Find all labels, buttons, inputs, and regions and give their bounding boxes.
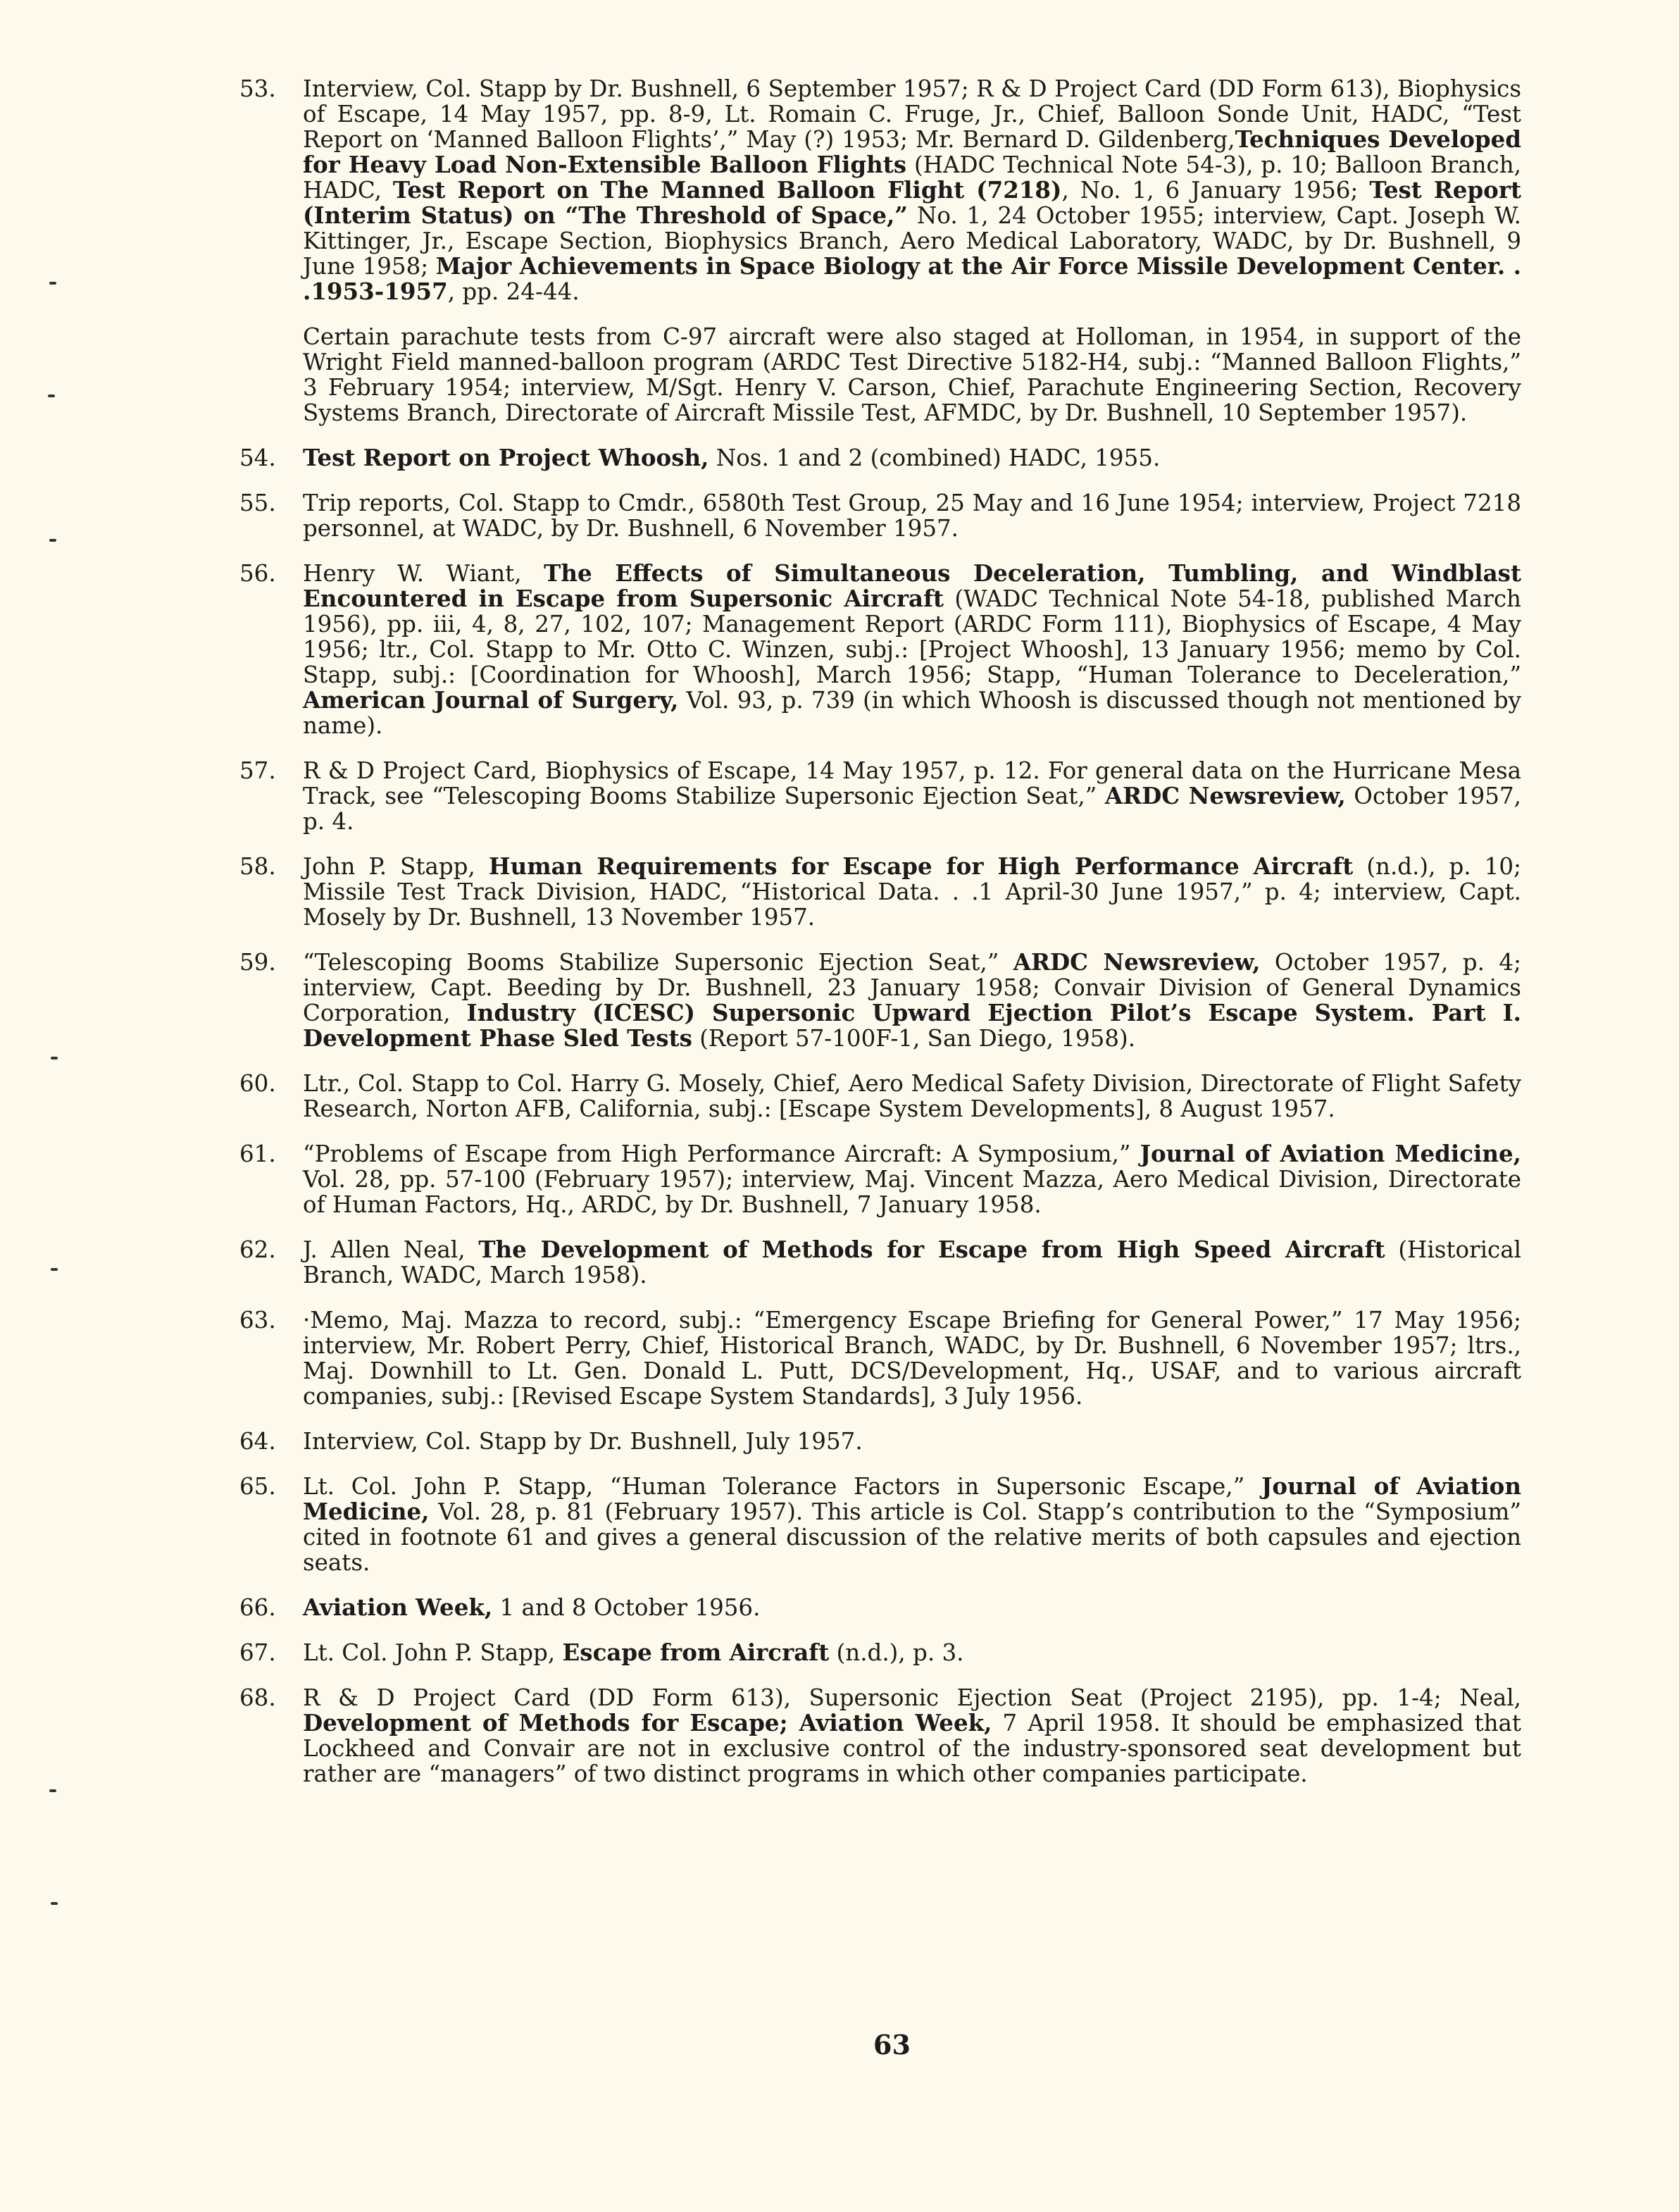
footnote-text: Henry W. Wiant, bbox=[303, 560, 544, 587]
footnote-paragraph bbox=[303, 1474, 1521, 1575]
footnotes-list bbox=[239, 76, 1521, 1806]
footnote-text: (Historical Branch, WADC, March 1958). bbox=[303, 1236, 1521, 1288]
footnote-60 bbox=[239, 1071, 1521, 1121]
footnote-text: Vol. 28, pp. 57-100 (February 1957); interview, Maj. Vincent Mazza, Aero Medical Division, Directorate of Human Factors, Hq., ARDC, by Dr. Bushnell, 7 January 1958. bbox=[303, 1166, 1521, 1218]
scan-mark bbox=[48, 394, 55, 397]
scan-mark bbox=[49, 1789, 56, 1792]
footnote-text: Vol. 28, p. 81 (February 1957). This article is Col. Stapp’s contribution to the “Symposium” cited in footnote 61 and gives a general discussion of the relative merits of both capsules and ejection seats. bbox=[303, 1498, 1521, 1576]
footnote-paragraph bbox=[303, 76, 1521, 304]
footnote-text: Trip reports, Col. Stapp to Cmdr., 6580th Test Group, 25 May and 16 June 1954; interview, Project 7218 personnel, at WADC, by Dr. Bushnell, 6 November 1957. bbox=[303, 490, 1521, 542]
footnote-number: 60. bbox=[239, 1070, 276, 1097]
footnote-number: 56. bbox=[239, 560, 276, 587]
footnote-text: Certain parachute tests from C-97 aircraft were also staged at Holloman, in 1954, in support of the Wright Field manned-balloon program (ARDC Test Directive 5182-H4, subj.: “Manned Balloon Flights,” 3 February 1954; interview, M/Sgt. Henry V. Carson, Chief, Parachute Engineering Section, Recovery Systems Branch, Directorate of Aircraft Missile Test, AFMDC, by Dr. Bushnell, 10 September 1957). bbox=[303, 323, 1521, 426]
footnote-62 bbox=[239, 1237, 1521, 1288]
footnote-paragraph bbox=[303, 758, 1521, 834]
footnote-63 bbox=[239, 1307, 1521, 1409]
citation-title: Techniques Developed for Heavy Load Non-Extensible Balloon Flights bbox=[303, 125, 1522, 178]
footnote-paragraph bbox=[303, 324, 1521, 425]
footnote-paragraph bbox=[303, 854, 1521, 930]
footnote-paragraph bbox=[303, 445, 1521, 471]
footnote-text: ·Memo, Maj. Mazza to record, subj.: “Emergency Escape Briefing for General Power,” 17 May 1956; interview, Mr. Robert Perry, Chief, Historical Branch, WADC, by Dr. Bushnell, 6 November 1957; ltrs., Maj. Downhill to Lt. Gen. Donald L. Putt, DCS/Development, Hq., USAF, and to various aircraft companies, subj.: [Revised Escape System Standards], 3 July 1956. bbox=[303, 1307, 1521, 1410]
scan-mark bbox=[51, 1268, 58, 1271]
footnote-57 bbox=[239, 758, 1521, 834]
footnote-text: No. 1, 24 October 1955; interview, Capt. Joseph W. Kittinger, Jr., Escape Section, Biophysics Branch, Aero Medical Laboratory, WADC, by Dr. Bushnell, 9 June 1958; bbox=[303, 202, 1522, 280]
citation-title: Test Report on Project Whoosh, bbox=[303, 444, 709, 471]
citation-title: Major Achievements in Space Biology at the Air Force Missile Development Center. . .1953-1957 bbox=[303, 252, 1521, 305]
footnote-number: 68. bbox=[239, 1684, 276, 1711]
citation-title: Development of Methods for Escape; Aviation Week, bbox=[303, 1709, 992, 1736]
citation-title: American Journal of Surgery, bbox=[303, 686, 679, 714]
page-number: 63 bbox=[873, 2029, 911, 2061]
footnote-number: 53. bbox=[239, 75, 276, 102]
footnote-text: “Problems of Escape from High Performance Aircraft: A Symposium,” bbox=[303, 1141, 1140, 1167]
footnote-number: 54. bbox=[239, 445, 276, 471]
citation-title: The Development of Methods for Escape from High Speed Aircraft bbox=[478, 1236, 1385, 1263]
footnote-number: 63. bbox=[239, 1307, 276, 1334]
footnote-paragraph bbox=[303, 1429, 1521, 1454]
footnote-66 bbox=[239, 1595, 1521, 1620]
footnote-56 bbox=[239, 561, 1521, 738]
footnote-number: 61. bbox=[239, 1141, 276, 1167]
footnote-text: (Report 57-100F-1, San Diego, 1958). bbox=[692, 1025, 1136, 1052]
footnote-paragraph bbox=[303, 1685, 1521, 1787]
footnote-paragraph bbox=[303, 1141, 1521, 1217]
citation-title: Human Requirements for Escape for High Performance Aircraft bbox=[488, 852, 1354, 880]
footnote-55 bbox=[239, 490, 1521, 541]
footnote-text: J. Allen Neal, bbox=[303, 1236, 479, 1263]
footnote-58 bbox=[239, 854, 1521, 930]
footnote-text: “Telescoping Booms Stabilize Supersonic Ejection Seat,” bbox=[303, 949, 1013, 976]
footnote-paragraph bbox=[303, 1595, 1521, 1620]
footnote-text: Nos. 1 and 2 (combined) HADC, 1955. bbox=[709, 445, 1161, 471]
footnote-text: (HADC Technical Note 54-3), p. 10; Balloon Branch, HADC, bbox=[303, 151, 1521, 204]
footnote-59 bbox=[239, 950, 1521, 1051]
scan-mark bbox=[49, 282, 56, 285]
footnote-text: (WADC Technical Note 54-18, published March 1956), pp. iii, 4, 8, 27, 102, 107; Management Report (ARDC Form 111), Biophysics of Escape, 4 May 1956; ltr., Col. Stapp to Mr. Otto C. Winzen, subj.: [Project Whoosh], 13 January 1956; memo by Col. Stapp, subj.: [Coordination for Whoosh], March 1956; Stapp, “Human Tolerance to Deceleration,” bbox=[303, 585, 1521, 688]
footnote-text: , pp. 24-44. bbox=[447, 278, 580, 305]
footnote-number: 65. bbox=[239, 1473, 276, 1500]
footnote-61 bbox=[239, 1141, 1521, 1217]
scan-mark bbox=[51, 1057, 58, 1060]
footnote-paragraph bbox=[303, 1237, 1521, 1288]
footnote-54 bbox=[239, 445, 1521, 471]
citation-title: Journal of Aviation Medicine, bbox=[303, 1472, 1521, 1525]
footnote-text: October 1957, p. 4; interview, Capt. Beeding by Dr. Bushnell, 23 January 1958; Convair Division of General Dynamics Corporation, bbox=[303, 949, 1521, 1026]
footnote-text: 1 and 8 October 1956. bbox=[492, 1594, 761, 1621]
footnote-number: 59. bbox=[239, 949, 276, 976]
footnote-number: 64. bbox=[239, 1428, 276, 1455]
citation-title: Aviation Week, bbox=[303, 1593, 493, 1621]
footnote-number: 58. bbox=[239, 853, 276, 880]
footnote-text: Interview, Col. Stapp by Dr. Bushnell, 6 September 1957; R & D Project Card (DD Form 613), Biophysics of Escape, 14 May 1957, pp. 8-9, Lt. Romain C. Fruge, Jr., Chief, Balloon Sonde Unit, HADC, “Test Report on ‘Manned Balloon Flights’,” May (?) 1953; Mr. Bernard D. Gildenberg, bbox=[303, 75, 1521, 153]
citation-title: Test Report (Interim Status) on “The Threshold of Space,” bbox=[303, 176, 1521, 229]
footnote-paragraph bbox=[303, 1307, 1521, 1409]
citation-title: ARDC Newsreview, bbox=[1104, 782, 1346, 809]
footnote-64 bbox=[239, 1429, 1521, 1454]
footnote-text: Ltr., Col. Stapp to Col. Harry G. Mosely, Chief, Aero Medical Safety Division, Directorate of Flight Safety Research, Norton AFB, California, subj.: [Escape System Developments], 8 August 1957. bbox=[303, 1070, 1521, 1122]
footnote-text: R & D Project Card (DD Form 613), Supersonic Ejection Seat (Project 2195), pp. 1-4; Neal, bbox=[303, 1684, 1521, 1711]
footnote-paragraph bbox=[303, 561, 1521, 738]
footnote-text: Vol. 93, p. 739 (in which Whoosh is discussed though not mentioned by name). bbox=[303, 687, 1521, 739]
citation-title: The Effects of Simultaneous Deceleration, Tumbling, and Windblast Encountered in Escape from Supersonic Aircraft bbox=[303, 559, 1521, 612]
footnote-67 bbox=[239, 1640, 1521, 1665]
footnote-text: October 1957, p. 4. bbox=[303, 783, 1521, 835]
footnote-paragraph bbox=[303, 1071, 1521, 1121]
footnote-text: (n.d.), p. 10; Missile Test Track Division, HADC, “Historical Data. . .1 April-30 June 1957,” p. 4; interview, Capt. Mosely by Dr. Bushnell, 13 November 1957. bbox=[303, 853, 1521, 931]
citation-title: Test Report on The Manned Balloon Flight (7218) bbox=[392, 176, 1062, 204]
footnote-text: John P. Stapp, bbox=[303, 853, 489, 880]
footnote-number: 66. bbox=[239, 1594, 276, 1621]
citation-title: Industry (ICESC) Supersonic Upward Ejection Pilot’s Escape System. Part I. Development Phase Sled Tests bbox=[303, 999, 1521, 1052]
scan-mark bbox=[51, 1902, 58, 1905]
footnote-paragraph bbox=[303, 1640, 1521, 1665]
footnote-text: R & D Project Card, Biophysics of Escape, 14 May 1957, p. 12. For general data on the Hurricane Mesa Track, see “Telescoping Booms Stabilize Supersonic Ejection Seat,” bbox=[303, 757, 1521, 809]
footnote-number: 67. bbox=[239, 1639, 276, 1666]
footnote-text: (n.d.), p. 3. bbox=[829, 1639, 964, 1666]
scan-mark bbox=[49, 539, 56, 542]
citation-title: ARDC Newsreview, bbox=[1013, 948, 1261, 976]
footnote-text: Lt. Col. John P. Stapp, “Human Tolerance Factors in Supersonic Escape,” bbox=[303, 1473, 1262, 1500]
footnote-paragraph bbox=[303, 950, 1521, 1051]
footnote-text: Interview, Col. Stapp by Dr. Bushnell, July 1957. bbox=[303, 1428, 863, 1455]
footnote-text: , No. 1, 6 January 1956; bbox=[1061, 177, 1370, 204]
footnote-53 bbox=[239, 76, 1521, 425]
footnote-number: 55. bbox=[239, 490, 276, 516]
footnote-paragraph bbox=[303, 490, 1521, 541]
footnote-number: 62. bbox=[239, 1236, 276, 1263]
footnote-number: 57. bbox=[239, 757, 276, 784]
footnote-68 bbox=[239, 1685, 1521, 1787]
footnote-text: 7 April 1958. It should be emphasized that Lockheed and Convair are not in exclusive control of the industry-sponsored seat development but rather are “managers” of two distinct programs in which other companies participate. bbox=[303, 1710, 1521, 1787]
footnote-65 bbox=[239, 1474, 1521, 1575]
footnote-text: Lt. Col. John P. Stapp, bbox=[303, 1639, 563, 1666]
citation-title: Journal of Aviation Medicine, bbox=[1140, 1140, 1521, 1167]
citation-title: Escape from Aircraft bbox=[562, 1639, 830, 1666]
